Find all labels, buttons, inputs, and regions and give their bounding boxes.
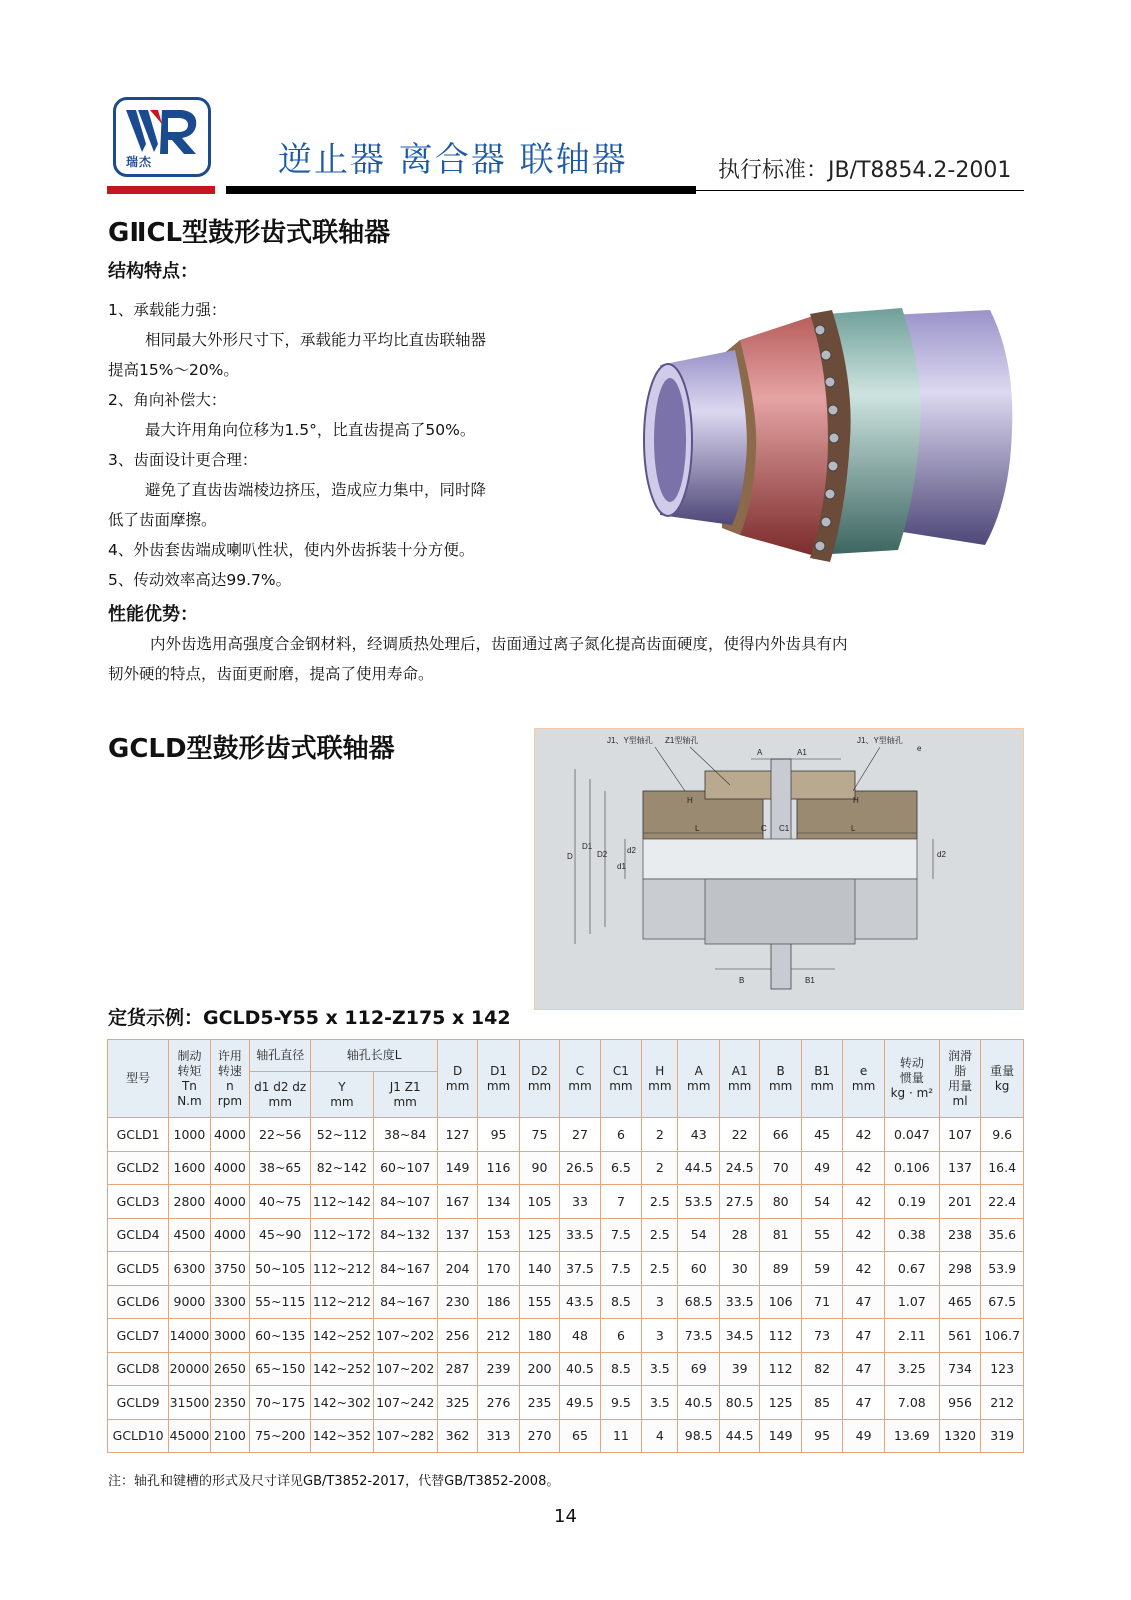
- col-model: 型号: [108, 1040, 169, 1118]
- col-c: C mm: [560, 1040, 600, 1118]
- table-cell: 127: [437, 1118, 477, 1152]
- col-h: H mm: [642, 1040, 678, 1118]
- table-cell: 107: [939, 1118, 980, 1152]
- model-cell: GCLD8: [108, 1352, 169, 1386]
- table-cell: 73.5: [678, 1319, 719, 1353]
- table-cell: 47: [843, 1285, 884, 1319]
- table-cell: 4: [642, 1419, 678, 1453]
- table-cell: 107~282: [373, 1419, 437, 1453]
- table-cell: 2: [642, 1151, 678, 1185]
- table-cell: 3: [642, 1319, 678, 1353]
- table-cell: 2.5: [642, 1218, 678, 1252]
- table-cell: 0.106: [884, 1151, 939, 1185]
- table-cell: 89: [760, 1252, 801, 1286]
- drawing-label-d1: d1: [617, 862, 626, 871]
- model-cell: GCLD4: [108, 1218, 169, 1252]
- table-cell: 68.5: [678, 1285, 719, 1319]
- table-cell: 98.5: [678, 1419, 719, 1453]
- table-cell: 80.5: [719, 1386, 759, 1420]
- table-cell: 27: [560, 1118, 600, 1152]
- table-cell: 42: [843, 1151, 884, 1185]
- drawing-label-l-left: L: [695, 824, 700, 833]
- table-cell: 50~105: [250, 1252, 311, 1286]
- col-grease: 润滑 脂 用量 ml: [939, 1040, 980, 1118]
- drawing-label-b: B: [739, 976, 745, 985]
- table-cell: 107~202: [373, 1319, 437, 1353]
- table-cell: 22.4: [981, 1185, 1024, 1219]
- table-cell: 125: [760, 1386, 801, 1420]
- feature-line: 相同最大外形尺寸下，承载能力平均比直齿联轴器: [145, 331, 487, 349]
- col-d: D mm: [437, 1040, 477, 1118]
- table-cell: 43.5: [560, 1285, 600, 1319]
- table-cell: 44.5: [678, 1151, 719, 1185]
- table-cell: 47: [843, 1352, 884, 1386]
- table-cell: 239: [478, 1352, 519, 1386]
- table-cell: 3.5: [642, 1352, 678, 1386]
- drawing-label-d1-big: D1: [582, 842, 593, 851]
- table-cell: 2: [642, 1118, 678, 1152]
- drawing-label-d2-right: d2: [937, 850, 946, 859]
- drawing-label-d2: d2: [627, 846, 636, 855]
- feature-line: 5、传动效率高达99.7%。: [108, 571, 292, 589]
- table-cell: 107~202: [373, 1352, 437, 1386]
- table-cell: 142~252: [311, 1352, 373, 1386]
- spec-table: [107, 1039, 1024, 1453]
- table-cell: 125: [519, 1218, 559, 1252]
- table-cell: 47: [843, 1386, 884, 1420]
- table-cell: 49: [801, 1151, 842, 1185]
- table-cell: 137: [437, 1218, 477, 1252]
- table-cell: 2.5: [642, 1185, 678, 1219]
- table-cell: 52~112: [311, 1118, 373, 1152]
- brand-logo: [113, 97, 211, 177]
- table-cell: 60~107: [373, 1151, 437, 1185]
- table-cell: 2650: [210, 1352, 249, 1386]
- table-cell: 325: [437, 1386, 477, 1420]
- table-cell: 1320: [939, 1419, 980, 1453]
- drawing-label-c1: C1: [779, 824, 790, 833]
- table-cell: 142~252: [311, 1319, 373, 1353]
- table-cell: 201: [939, 1185, 980, 1219]
- table-cell: 44.5: [719, 1419, 759, 1453]
- feature-line: 1、承载能力强：: [108, 301, 227, 319]
- col-bore-dia-sub: d1 d2 dz mm: [250, 1072, 311, 1118]
- table-cell: 42: [843, 1218, 884, 1252]
- table-cell: 107~242: [373, 1386, 437, 1420]
- model-cell: GCLD1: [108, 1118, 169, 1152]
- table-cell: 0.19: [884, 1185, 939, 1219]
- table-cell: 22: [719, 1118, 759, 1152]
- table-cell: 4000: [210, 1185, 249, 1219]
- table-cell: 1000: [169, 1118, 210, 1152]
- table-cell: 287: [437, 1352, 477, 1386]
- model-cell: GCLD5: [108, 1252, 169, 1286]
- table-cell: 2.5: [642, 1252, 678, 1286]
- table-cell: 105: [519, 1185, 559, 1219]
- table-row: [108, 1151, 1024, 1185]
- brand-title: 逆止器 离合器 联轴器: [278, 140, 628, 180]
- table-cell: 49.5: [560, 1386, 600, 1420]
- table-cell: 186: [478, 1285, 519, 1319]
- table-cell: 4500: [169, 1218, 210, 1252]
- table-cell: 112~212: [311, 1285, 373, 1319]
- table-cell: 140: [519, 1252, 559, 1286]
- features-heading: 结构特点：: [108, 261, 198, 282]
- table-cell: 42: [843, 1252, 884, 1286]
- drawing-label-a1: A1: [797, 748, 807, 757]
- table-cell: 39: [719, 1352, 759, 1386]
- table-cell: 55: [801, 1218, 842, 1252]
- table-cell: 54: [801, 1185, 842, 1219]
- feature-line: 3、齿面设计更合理：: [108, 451, 258, 469]
- col-b: B mm: [760, 1040, 801, 1118]
- col-bore-len-y: Y mm: [311, 1072, 373, 1118]
- drawing-label-d: D: [567, 852, 573, 861]
- table-cell: 2350: [210, 1386, 249, 1420]
- table-cell: 3750: [210, 1252, 249, 1286]
- table-cell: 106.7: [981, 1319, 1024, 1353]
- table-cell: 33.5: [719, 1285, 759, 1319]
- table-cell: 82: [801, 1352, 842, 1386]
- section2-title: GCLD型鼓形齿式联轴器: [108, 734, 395, 764]
- col-d1: D1 mm: [478, 1040, 519, 1118]
- table-cell: 298: [939, 1252, 980, 1286]
- table-cell: 84~167: [373, 1252, 437, 1286]
- table-cell: 40.5: [560, 1352, 600, 1386]
- drawing-label-h-right: H: [853, 796, 859, 805]
- table-cell: 55~115: [250, 1285, 311, 1319]
- table-cell: 48: [560, 1319, 600, 1353]
- table-cell: 0.38: [884, 1218, 939, 1252]
- order-example: 定货示例：GCLD5-Y55 x 112-Z175 x 142: [108, 1007, 511, 1029]
- table-cell: 22~56: [250, 1118, 311, 1152]
- table-cell: 1.07: [884, 1285, 939, 1319]
- table-cell: 319: [981, 1419, 1024, 1453]
- table-row: [108, 1185, 1024, 1219]
- table-cell: 2.11: [884, 1319, 939, 1353]
- table-cell: 80: [760, 1185, 801, 1219]
- table-cell: 53.5: [678, 1185, 719, 1219]
- table-row: [108, 1419, 1024, 1453]
- drawing-label-a: A: [757, 748, 763, 757]
- table-cell: 42: [843, 1118, 884, 1152]
- feature-line: 低了齿面摩擦。: [108, 511, 217, 529]
- table-cell: 33.5: [560, 1218, 600, 1252]
- table-cell: 4000: [210, 1118, 249, 1152]
- table-cell: 54: [678, 1218, 719, 1252]
- table-cell: 84~167: [373, 1285, 437, 1319]
- spec-table-body: [108, 1118, 1024, 1453]
- col-bore-len: 轴孔长度L: [311, 1040, 438, 1072]
- table-cell: 6.5: [600, 1151, 641, 1185]
- table-cell: 75~200: [250, 1419, 311, 1453]
- col-a1: A1 mm: [719, 1040, 759, 1118]
- table-cell: 7.5: [600, 1218, 641, 1252]
- drawing-label-j1y-right: J1、Y型轴孔: [857, 736, 903, 745]
- table-cell: 35.6: [981, 1218, 1024, 1252]
- col-weight: 重量 kg: [981, 1040, 1024, 1118]
- table-cell: 112~212: [311, 1252, 373, 1286]
- logo-text: 瑞杰: [126, 155, 153, 169]
- table-cell: 313: [478, 1419, 519, 1453]
- drawing-label-h-left: H: [687, 796, 693, 805]
- table-cell: 45: [801, 1118, 842, 1152]
- table-cell: 235: [519, 1386, 559, 1420]
- table-cell: 2800: [169, 1185, 210, 1219]
- table-row: [108, 1285, 1024, 1319]
- col-torque: 制动 转矩 Tn N.m: [169, 1040, 210, 1118]
- table-cell: 6: [600, 1118, 641, 1152]
- table-cell: 40~75: [250, 1185, 311, 1219]
- table-cell: 123: [981, 1352, 1024, 1386]
- table-cell: 134: [478, 1185, 519, 1219]
- page-number: 14: [554, 1506, 577, 1527]
- table-cell: 149: [437, 1151, 477, 1185]
- table-cell: 16.4: [981, 1151, 1024, 1185]
- table-row: [108, 1252, 1024, 1286]
- model-cell: GCLD3: [108, 1185, 169, 1219]
- table-cell: 8.5: [600, 1352, 641, 1386]
- table-cell: 70: [760, 1151, 801, 1185]
- table-row: [108, 1319, 1024, 1353]
- table-cell: 37.5: [560, 1252, 600, 1286]
- model-cell: GCLD6: [108, 1285, 169, 1319]
- table-cell: 65: [560, 1419, 600, 1453]
- table-cell: 170: [478, 1252, 519, 1286]
- table-cell: 38~65: [250, 1151, 311, 1185]
- table-cell: 85: [801, 1386, 842, 1420]
- col-e: e mm: [843, 1040, 884, 1118]
- table-cell: 4000: [210, 1151, 249, 1185]
- table-cell: 47: [843, 1319, 884, 1353]
- col-a: A mm: [678, 1040, 719, 1118]
- table-cell: 13.69: [884, 1419, 939, 1453]
- table-cell: 112: [760, 1319, 801, 1353]
- table-cell: 66: [760, 1118, 801, 1152]
- table-cell: 9000: [169, 1285, 210, 1319]
- table-cell: 112~172: [311, 1218, 373, 1252]
- table-cell: 11: [600, 1419, 641, 1453]
- table-cell: 60: [678, 1252, 719, 1286]
- table-cell: 28: [719, 1218, 759, 1252]
- table-cell: 561: [939, 1319, 980, 1353]
- table-cell: 734: [939, 1352, 980, 1386]
- table-cell: 53.9: [981, 1252, 1024, 1286]
- table-cell: 153: [478, 1218, 519, 1252]
- standard-label: 执行标准：JB/T8854.2-2001: [718, 158, 1012, 183]
- table-cell: 6: [600, 1319, 641, 1353]
- table-cell: 142~302: [311, 1386, 373, 1420]
- table-cell: 9.6: [981, 1118, 1024, 1152]
- table-cell: 7: [600, 1185, 641, 1219]
- col-bore-len-j1z1: J1 Z1 mm: [373, 1072, 437, 1118]
- table-cell: 31500: [169, 1386, 210, 1420]
- advantage-heading: 性能优势：: [108, 604, 198, 625]
- table-cell: 230: [437, 1285, 477, 1319]
- drawing-label-e: e: [917, 744, 922, 753]
- table-cell: 33: [560, 1185, 600, 1219]
- table-cell: 106: [760, 1285, 801, 1319]
- table-cell: 71: [801, 1285, 842, 1319]
- table-cell: 26.5: [560, 1151, 600, 1185]
- drawing-label-j1y-left: J1、Y型轴孔: [607, 736, 653, 745]
- table-cell: 95: [801, 1419, 842, 1453]
- table-cell: 3.5: [642, 1386, 678, 1420]
- table-cell: 65~150: [250, 1352, 311, 1386]
- table-cell: 42: [843, 1185, 884, 1219]
- advantage-line: 韧外硬的特点，齿面更耐磨，提高了使用寿命。: [108, 665, 434, 683]
- table-cell: 60~135: [250, 1319, 311, 1353]
- table-cell: 43: [678, 1118, 719, 1152]
- table-cell: 0.047: [884, 1118, 939, 1152]
- table-cell: 2100: [210, 1419, 249, 1453]
- drawing-label-b1: B1: [805, 976, 815, 985]
- table-cell: 38~84: [373, 1118, 437, 1152]
- table-cell: 4000: [210, 1218, 249, 1252]
- table-cell: 137: [939, 1151, 980, 1185]
- table-cell: 256: [437, 1319, 477, 1353]
- table-cell: 34.5: [719, 1319, 759, 1353]
- table-cell: 3.25: [884, 1352, 939, 1386]
- drawing-label-c: C: [761, 824, 767, 833]
- table-cell: 956: [939, 1386, 980, 1420]
- header-bar-thin: [696, 190, 1024, 191]
- drawing-label-d2-big: D2: [597, 850, 608, 859]
- table-cell: 116: [478, 1151, 519, 1185]
- table-cell: 73: [801, 1319, 842, 1353]
- feature-line: 最大许用角向位移为1.5°，比直齿提高了50%。: [145, 421, 476, 439]
- table-cell: 45~90: [250, 1218, 311, 1252]
- col-c1: C1 mm: [600, 1040, 641, 1118]
- drawing-label-z1: Z1型轴孔: [665, 736, 699, 745]
- feature-line: 避免了直齿齿端棱边挤压，造成应力集中，同时降: [145, 481, 487, 499]
- header-bar-black: [226, 186, 696, 194]
- table-cell: 142~352: [311, 1419, 373, 1453]
- model-cell: GCLD9: [108, 1386, 169, 1420]
- table-cell: 27.5: [719, 1185, 759, 1219]
- table-cell: 84~132: [373, 1218, 437, 1252]
- col-speed: 许用 转速 n rpm: [210, 1040, 249, 1118]
- model-cell: GCLD2: [108, 1151, 169, 1185]
- table-cell: 0.67: [884, 1252, 939, 1286]
- table-cell: 75: [519, 1118, 559, 1152]
- table-cell: 3000: [210, 1319, 249, 1353]
- table-row: [108, 1118, 1024, 1152]
- table-row: [108, 1218, 1024, 1252]
- table-cell: 3: [642, 1285, 678, 1319]
- table-cell: 167: [437, 1185, 477, 1219]
- table-cell: 276: [478, 1386, 519, 1420]
- table-cell: 1600: [169, 1151, 210, 1185]
- table-cell: 7.5: [600, 1252, 641, 1286]
- table-cell: 155: [519, 1285, 559, 1319]
- feature-line: 2、角向补偿大：: [108, 391, 227, 409]
- table-cell: 212: [981, 1386, 1024, 1420]
- model-cell: GCLD10: [108, 1419, 169, 1453]
- table-cell: 67.5: [981, 1285, 1024, 1319]
- table-cell: 200: [519, 1352, 559, 1386]
- table-cell: 270: [519, 1419, 559, 1453]
- col-inertia: 转动 惯量 kg · m²: [884, 1040, 939, 1118]
- table-cell: 212: [478, 1319, 519, 1353]
- logo-mark-icon: [122, 104, 206, 158]
- gcl-coupling-image: [640, 300, 1025, 570]
- header-bar-red: [107, 186, 215, 194]
- table-cell: 7.08: [884, 1386, 939, 1420]
- col-b1: B1 mm: [801, 1040, 842, 1118]
- table-cell: 180: [519, 1319, 559, 1353]
- table-cell: 8.5: [600, 1285, 641, 1319]
- table-cell: 84~107: [373, 1185, 437, 1219]
- table-cell: 30: [719, 1252, 759, 1286]
- table-cell: 69: [678, 1352, 719, 1386]
- table-row: [108, 1352, 1024, 1386]
- table-cell: 40.5: [678, 1386, 719, 1420]
- table-cell: 81: [760, 1218, 801, 1252]
- table-cell: 204: [437, 1252, 477, 1286]
- table-cell: 112: [760, 1352, 801, 1386]
- drawing-label-l-right: L: [851, 824, 856, 833]
- model-cell: GCLD7: [108, 1319, 169, 1353]
- col-bore-dia: 轴孔直径: [250, 1040, 311, 1072]
- table-cell: 45000: [169, 1419, 210, 1453]
- table-cell: 49: [843, 1419, 884, 1453]
- table-cell: 24.5: [719, 1151, 759, 1185]
- table-cell: 9.5: [600, 1386, 641, 1420]
- gcld-technical-drawing: [534, 728, 1024, 1010]
- table-cell: 95: [478, 1118, 519, 1152]
- table-cell: 149: [760, 1419, 801, 1453]
- table-cell: 70~175: [250, 1386, 311, 1420]
- table-cell: 90: [519, 1151, 559, 1185]
- table-cell: 59: [801, 1252, 842, 1286]
- table-cell: 6300: [169, 1252, 210, 1286]
- table-row: [108, 1386, 1024, 1420]
- col-d2: D2 mm: [519, 1040, 559, 1118]
- advantage-line: 内外齿选用高强度合金钢材料，经调质热处理后，齿面通过离子氮化提高齿面硬度，使得内外齿具有内: [150, 635, 848, 653]
- table-cell: 82~142: [311, 1151, 373, 1185]
- table-cell: 14000: [169, 1319, 210, 1353]
- table-cell: 3300: [210, 1285, 249, 1319]
- section1-title: GⅡCL型鼓形齿式联轴器: [108, 218, 391, 248]
- table-cell: 20000: [169, 1352, 210, 1386]
- table-cell: 362: [437, 1419, 477, 1453]
- feature-line: 4、外齿套齿端成喇叭性状，使内外齿拆装十分方便。: [108, 541, 475, 559]
- footnote: 注：轴孔和键槽的形式及尺寸详见GB/T3852-2017，代替GB/T3852-2008。: [108, 1474, 560, 1489]
- table-cell: 112~142: [311, 1185, 373, 1219]
- table-cell: 238: [939, 1218, 980, 1252]
- feature-line: 提高15%～20%。: [108, 361, 239, 379]
- table-cell: 465: [939, 1285, 980, 1319]
